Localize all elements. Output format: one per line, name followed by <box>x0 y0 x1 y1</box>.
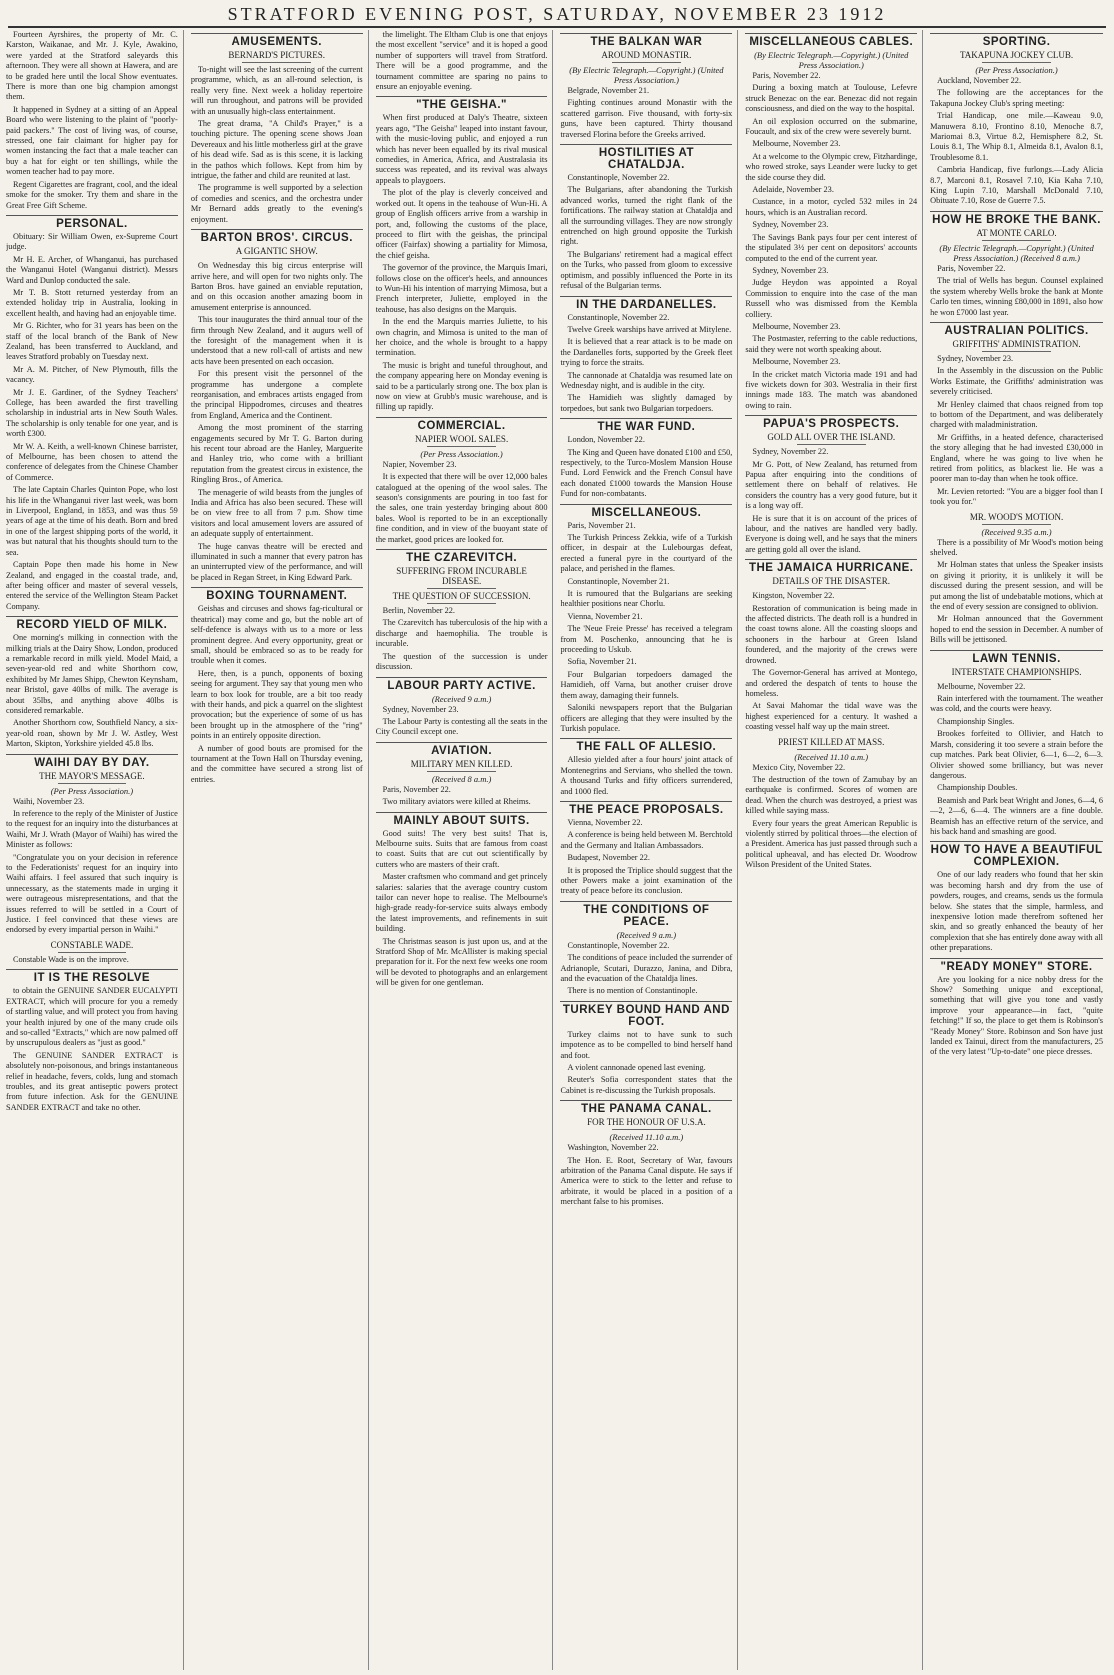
article-paragraph: Constantinople, November 22. <box>567 173 670 183</box>
article-headline: PAPUA'S PROSPECTS. <box>745 415 917 430</box>
article <box>930 322 1103 508</box>
article-paragraph: The Savings Bank pays four per cent interest of the stipulated 3½ per cent on depositors' accounts computed to the end of the current year. <box>745 232 918 263</box>
article <box>6 940 178 965</box>
article-paragraph: The King and Queen have donated £100 and £50, respectively, to the Turco-Moslem Mansion House Fund. Lord Fenwick and the French Consul have each donated £1000 towards the Mansion House Fund for non-combatants. <box>560 447 733 499</box>
article-paragraph: Championship Singles. <box>937 716 1015 726</box>
article-paragraph: Here, then, is a punch, opponents of boxing seeing for argument. They say that young men who learn to box look for trouble, are a bit too ready with their hands, and pick a quarrel on the slightest provocation; but the experience of some of us has been brought up in the atmosphere of the "ring" points in an entirely opposite direction. <box>190 668 363 741</box>
article-headline: MISCELLANEOUS CABLES. <box>745 33 917 48</box>
article-paragraph: A violent cannonade opened last evening. <box>567 1063 706 1073</box>
article <box>745 737 917 871</box>
article-paragraph: Another Shorthorn cow, Southfield Nancy, a six-year-old roan, shown by Mr J. W. Astley, West Marton, Skipton, Yorkshire yielded 45.8 lbs. <box>6 718 178 749</box>
article-paragraph: Sydney, November 23. <box>382 704 459 714</box>
article-paragraph: Mr A. M. Pitcher, of New Plymouth, fills the vacancy. <box>6 364 178 385</box>
article-paragraph: The Turkish Princess Zekkia, wife of a Turkish officer, in despair at the Lulebourgas defeat, erected a funeral pyre in the courtyard of the palace, and perished in the flames. <box>560 533 733 574</box>
article-paragraph: Among the most prominent of the starring engagements secured by Mr T. G. Barton during his recent tour abroad are the Hanley, Marguerite and Hanley trio, who come with a brilliant reputation from the greatest circus in existence, the Ringling Bros., of America. <box>190 423 363 485</box>
article-paragraph: In reference to the reply of the Minister of Justice to the request for an inquiry into the disturbances at Waihi, Mr J. Wrath (Mayor of Waihi) has wired the Minister as follows: <box>6 809 178 850</box>
article <box>930 650 1103 838</box>
article-paragraph: Mexico City, November 22. <box>752 762 846 772</box>
article-paragraph: Mr G. Pott, of New Zealand, has returned from Papua after enquiring into the conditions of settlement there on behalf of relatives. He considers the country has a very good future, but it is a long way off. <box>745 459 918 511</box>
divider-rule <box>612 62 681 63</box>
divider-rule <box>242 258 311 259</box>
article-paragraph: Vienna, November 22. <box>567 817 643 827</box>
article-paragraph: There is a possibility of Mr Wood's motion being shelved. <box>930 537 1103 557</box>
article <box>930 512 1103 646</box>
article-paragraph: Sydney, November 23. <box>752 265 829 275</box>
article <box>191 587 363 785</box>
article <box>6 215 178 612</box>
article-subheading: A GIGANTIC SHOW. <box>235 246 318 257</box>
article <box>560 901 732 997</box>
article-headline: THE PANAMA CANAL. <box>560 1100 732 1115</box>
article-paragraph: In the cricket match Victoria made 191 and had five wickets down for 303. Westralia in their first innings made 183. The match was abandoned owing to rain. <box>745 369 918 410</box>
article-subheading: GOLD ALL OVER THE ISLAND. <box>767 432 896 443</box>
article-paragraph: Auckland, November 22. <box>937 76 1022 85</box>
divider-rule <box>58 783 127 784</box>
article-paragraph: Good suits! The very best suits! That is, Melbourne suits. Suits that are famous from coast to coast. Suits that are cut out scientifically by cutters who are masters of their craft. <box>375 828 548 869</box>
article-subheading: NAPIER WOOL SALES. <box>414 433 509 444</box>
article-subheading: THE MAYOR'S MESSAGE. <box>39 770 145 781</box>
column-2 <box>191 30 369 1670</box>
article-byline: (Per Press Association.) <box>420 448 503 459</box>
article-paragraph: Beamish and Park beat Wright and Jones, 6—4, 6—2, 2—6, 6—4. The winners are a fine double. Beamish has an effective return of the service, and his back hand and smashing are good. <box>930 795 1103 836</box>
article-headline: LAWN TENNIS. <box>930 650 1103 665</box>
divider-rule <box>427 588 496 589</box>
article-paragraph: Twelve Greek warships have arrived at Mitylene. <box>567 324 732 334</box>
article-paragraph: Judge Heydon was appointed a Royal Commission to enquire into the case of the man Russell who was dismissed from the Kembla colliery. <box>745 278 918 319</box>
article-paragraph: Mr H. E. Archer, of Whanganui, has purchased the Wanganui Hotel (Wanganui district). Messrs Ward and Dunlop conducted the sale. <box>6 254 178 285</box>
article-paragraph: Regent Cigarettes are fragrant, cool, and the ideal smoke for the smoker. Try them and share in the Great Free Gift Scheme. <box>6 179 178 210</box>
article-paragraph: It is rumoured that the Bulgarians are seeking healthier positions near Chorlu. <box>560 589 733 609</box>
article-paragraph: Sydney, November 22. <box>752 447 829 457</box>
article <box>560 801 732 897</box>
article-subheading: TAKAPUNA JOCKEY CLUB. <box>959 50 1074 60</box>
article-headline: THE BALKAN WAR <box>560 33 732 48</box>
article <box>376 742 548 808</box>
article-paragraph: Fourteen Ayrshires, the property of Mr. C. Karston, Waikanae, and Mr. J. Kyle, Awakino, were yarded at the Stratford saleyards this afternoon. They were all shown at Hawera, and are to be graded here until the local Show eventuates. There is more than one big champion amongst them. <box>6 30 178 102</box>
article-paragraph: Captain Pope then made his home in New Zealand, and engaged in the coastal trade, and, after being officer and master of several vessels, entered the service of the Wellington Steam Packet Company. <box>6 560 178 611</box>
article-paragraph: The Bulgarians, after abandoning the Turkish advanced works, turned the right flank of the fortifications. The railway station at Chataldja and all the surrounding villages. They are now strongly entrenched on high ground opposite the Turkish right. <box>560 185 733 247</box>
article-paragraph: Paris, November 22. <box>382 784 451 794</box>
article-paragraph: At Savai Mahomar the tidal wave was the highest experienced for a century. It washed a coasting vessel half way up the main street. <box>745 701 918 732</box>
article-subheading: AT MONTE CARLO. <box>976 227 1057 238</box>
article-paragraph: Geishas and circuses and shows fag-ricultural or theatrical) may come and go, but the noble art of self-defence is always with us to a more or less prominent degree. And every opportunity, great or small, should be embraced so as to be ready for trouble when it comes. <box>190 604 363 666</box>
article-paragraph: Custance, in a motor, cycled 532 miles in 24 hours, which is an Australian record. <box>745 197 918 217</box>
article-paragraph: It is believed that a rear attack is to be made on the Dardanelles forts, supported by the Greek fleet trying to force the straits. <box>560 337 733 368</box>
article-headline: THE CONDITIONS OF PEACE. <box>560 901 732 928</box>
article-headline: SPORTING. <box>930 33 1103 48</box>
divider-rule <box>58 952 127 953</box>
article-paragraph: The plot of the play is cleverly conceived and worked out. It opens in the teahouse of Wun-Hi. A group of English officers arrive from a warship in port, and, following the customs of the place, proceed to flirt with the geishas, the principal officer (Fairfax) showing a partiality for Mimosa, the chief geisha. <box>375 188 548 260</box>
article-paragraph: Reuter's Sofia correspondent states that the Cabinet is re-discussing the Turkish proposals. <box>560 1075 733 1095</box>
article-paragraph: Mr G. Richter, who for 31 years has been on the staff of the local branch of the Bank of New Zealand, has been transferred to Auckland, and leaves Stratford probably on Tuesday next. <box>6 321 178 362</box>
article-paragraph: Melbourne, November 23. <box>752 139 841 149</box>
article <box>560 738 732 797</box>
article-subheading: PRIEST KILLED AT MASS. <box>778 736 885 747</box>
article-paragraph: Master craftsmen who command and get princely salaries: salaries that the average country custom tailor can never hope to realise. The Melbourne's high-grade ready-for-service suits always embody the latest improvements, and refinements in suit building. <box>375 872 548 934</box>
article-paragraph: Melbourne, November 23. <box>752 321 841 331</box>
article-paragraph: The GENUINE SANDER EXTRACT is absolutely non-poisonous, and brings instantaneous relief in headache, fevers, colds, lung and stomach troubles, and its great antiseptic powers protect from future infection. Ask for the GENUINE SANDER EXTRACT and take no other. <box>6 1050 178 1112</box>
article-byline: (Per Press Association.) <box>50 785 134 796</box>
article-paragraph: Budapest, November 22. <box>567 853 650 863</box>
article-headline: THE PEACE PROPOSALS. <box>560 801 732 816</box>
article-paragraph: The late Captain Charles Quinton Pope, who lost his life in the Whanganui river last week, was born in Liverpool, England, in 1853, and was thus 59 years of age at the time of his death. Born and bred in one of the largest shipping ports of the world, it was but natural that his thoughts should turn to the sea. <box>6 485 178 557</box>
article-paragraph: It is expected that there will be over 12,000 bales catalogued at the opening of the wool sales. The season's consignments are pouring in too fast for the sales, one train yesterday bringing about 800 bales. Wool is reported to be in an exceptionally fine condition, and in view of the buoyant state of the market, good prices are looked for. <box>375 472 548 544</box>
article-paragraph: He is sure that it is on account of the prices of labour, and the natives are handled very badly. Everyone is doing well, and he says that the miners are getting gold all over the island. <box>745 513 918 554</box>
article-byline: (Received 11.10 a.m.) <box>794 751 869 762</box>
article <box>745 33 917 411</box>
article-paragraph: Belgrade, November 21. <box>567 86 650 95</box>
divider-rule <box>427 446 496 447</box>
article <box>6 30 178 211</box>
article-paragraph: A conference is being held between M. Berchtold and the Germany and Italian Ambassadors. <box>560 830 733 850</box>
article-headline: LABOUR PARTY ACTIVE. <box>376 677 548 692</box>
article-headline: THE WAR FUND. <box>560 418 732 433</box>
article-paragraph: Mr. Levien retorted: "You are a bigger fool than I took you for." <box>930 486 1103 507</box>
article-headline: "THE GEISHA." <box>376 96 548 111</box>
article-paragraph: Allesio yielded after a four hours' joint attack of Montenegrins and Servians, who shelled the town. A thousand Turks and fifty officers surrendered, and 1000 fled. <box>560 755 733 796</box>
article-headline: HOSTILITIES AT CHATALDJA. <box>560 144 732 171</box>
article-paragraph: Mr Holman announced that the Government hoped to end the session in December. A number of Bills will be jettisoned. <box>930 614 1103 645</box>
article-headline: THE JAMAICA HURRICANE. <box>745 559 917 574</box>
article-headline: RECORD YIELD OF MILK. <box>6 616 178 631</box>
article <box>560 1100 732 1207</box>
article-subheading: SUFFERING FROM INCURABLE DISEASE. <box>396 566 527 587</box>
article-paragraph: Waihi, November 23. <box>13 796 85 806</box>
article-paragraph: Trial Handicap, one mile.—Kaweau 9.0, Manuwera 8.10, Frontino 8.10, Menoche 8.7, Mariomai 8.3, Virtue 8.2, Hemisphere 8.2, St. Louis 8.1, The Whip 8.1, Almeida 8.1, Avalon 8.1, Troublesome 8.1. <box>930 111 1103 162</box>
article-byline: (By Electric Telegraph.—Copyright.) (United Press Association.) <box>569 65 724 85</box>
article-subheading: INTERSTATE CHAMPIONSHIPS. <box>951 666 1082 677</box>
article-paragraph: Constantinople, November 22. <box>567 940 670 950</box>
article-subheading: FOR THE HONOUR OF U.S.A. <box>587 1117 706 1128</box>
article-headline: THE FALL OF ALLESIO. <box>560 738 732 753</box>
column-3 <box>376 30 554 1670</box>
article-paragraph: The governor of the province, the Marquis Imari, follows close on the officer's heels, and announces to Wun-Hi his intention of marrying Mimosa, but a French interpreter, Juliette, employed in the teahouse, has also designs on the Marquis. <box>375 263 548 314</box>
article-headline: MISCELLANEOUS. <box>560 504 732 519</box>
article-paragraph: The Postmaster, referring to the cable reductions, said they were not worth speaking about. <box>745 334 918 354</box>
article-byline: (Received 9.35 a.m.) <box>981 526 1052 537</box>
article-paragraph: The question of the succession is under discussion. <box>375 651 548 672</box>
article-paragraph: The great drama, "A Child's Prayer," is a touching picture. The opening scene shows Joan Devereaux and his little motherless girl at the grave of his dead wife. Sad as is this scene, it is lacking in the pathos which follows. Kept from him by intrigue, the father and child are reunited at last. <box>190 119 363 181</box>
article <box>6 616 178 749</box>
article-paragraph: This tour inaugurates the third annual tour of the firm through New Zealand, and it augurs well of the foresight of the management when it is understood that a new roll-call of artists and new acts have been presented on each occasion. <box>190 315 363 366</box>
article-paragraph: Fighting continues around Monastir with the scattered garrison. Five thousand, with forty-six guns, have been captured. Thirty thousand traversed Florina before the Greeks arrived. <box>560 98 733 139</box>
article-headline: HOW TO HAVE A BEAUTIFUL COMPLEXION. <box>930 841 1103 868</box>
article-subheading: MILITARY MEN KILLED. <box>410 758 513 769</box>
article-headline: MAINLY ABOUT SUITS. <box>376 812 548 827</box>
article <box>376 30 548 92</box>
article-paragraph: On Wednesday this big circus enterprise will arrive here, and will open for two nights only. The Barton Bros. have gained an enviable reputation, and on this occasion another amazing boom in amusement enterprise is announced. <box>190 261 363 312</box>
article-byline: (By Electric Telegraph.—Copyright.) (United Press Association.) <box>754 50 909 70</box>
article-paragraph: Napier, November 23. <box>382 459 457 469</box>
article <box>745 559 917 732</box>
article-paragraph: The 'Neue Freie Presse' has received a telegram from M. Poschenko, announcing that he is proceeding to Uskub. <box>560 624 733 655</box>
article-subheading: BERNARD'S PICTURES. <box>228 50 326 60</box>
article-paragraph: Melbourne, November 22. <box>937 681 1026 691</box>
article-headline: AVIATION. <box>376 742 548 757</box>
article-paragraph: The Christmas season is just upon us, and at the Stratford Shop of Mr. McAllister is making special preparation for it. For the next few weeks one room will be devoted to photographs and an enlargement will be given for one gentleman. <box>375 936 548 988</box>
article-paragraph: Sydney, November 23. <box>937 353 1014 363</box>
article-paragraph: The conditions of peace included the surrender of Adrianople, Scutari, Durazzo, Janina, and Dibra, and the evacuation of the Chataldja lines. <box>560 953 733 983</box>
article <box>560 33 732 140</box>
divider-rule <box>427 603 496 604</box>
article-paragraph: The cannonade at Chataldja was resumed late on Wednesday night, and is audible in the city. <box>560 370 733 390</box>
article-paragraph: There is no mention of Constantinople. <box>567 986 698 996</box>
article-byline: (Received 9 a.m.) <box>431 693 492 704</box>
article-byline: (By Electric Telegraph.—Copyright.) (United Press Association.) (Received 8 a.m.) <box>939 242 1094 263</box>
article <box>6 754 178 936</box>
article-subheading: MR. WOOD'S MOTION. <box>969 511 1064 522</box>
article-paragraph: The Hamidieh was slightly damaged by torpedoes, but sank two Bulgarian torpedoers. <box>560 393 733 413</box>
divider-rule <box>982 524 1051 525</box>
article-headline: COMMERCIAL. <box>376 417 548 432</box>
article-paragraph: To-night will see the last screening of the current programme, which, as an all-round selection, is really very fine. Next week a holiday repertoire will run throughout, and patrons will be provided with an unusually high-class entertainment. <box>190 65 363 116</box>
article-headline: WAIHI DAY BY DAY. <box>6 754 178 769</box>
article-paragraph: It happened in Sydney at a sitting of an Appeal Board who were listening to the plaint of "poorly-paid packers." The cost of living was, of course, stressed, one fair claimant for higher pay for women instancing the fact that a male teacher can buy a hat for eight or ten shillings, while the women teacher had to pay more. <box>6 104 178 177</box>
article-paragraph: For this present visit the personnel of the programme has undergone a complete reorganisation, and embraces artists engaged from the principal Hippodromes, circuses and theatres from England, America and the Continent. <box>190 369 363 420</box>
article-headline: HOW HE BROKE THE BANK. <box>930 211 1103 226</box>
article-paragraph: Washington, November 22. <box>567 1143 659 1153</box>
article <box>930 841 1103 953</box>
article-paragraph: Constantinople, November 21. <box>567 576 670 586</box>
article-paragraph: Are you looking for a nice nobby dress for the Show? Something unique and exceptional, something that will give you tone and vastly improve your appearance—in fact, "quite fetching!" If so, the place to get them is Robinson's "Ready Money" Store. Robinson and Son have just landed ex Tainui, direct from the manufacturers, 25 of the very latest "Up-to-date" one piece dresses. <box>930 974 1103 1057</box>
article-paragraph: Sofia, November 21. <box>567 657 637 667</box>
article-paragraph: Championship Doubles. <box>937 783 1018 793</box>
article-paragraph: Mr Henley claimed that chaos reigned from top to bottom of the Department, and was deliberately charged with maladministration. <box>930 399 1103 430</box>
column-5 <box>745 30 923 1670</box>
article-paragraph: Rain interfered with the tournament. The weather was cold, and the courts were heavy. <box>930 694 1103 714</box>
article-paragraph: The following are the acceptances for the Takapuna Jockey Club's spring meeting: <box>930 88 1103 108</box>
article-paragraph: London, November 22. <box>567 435 645 445</box>
article-headline: PERSONAL. <box>6 215 178 230</box>
article-paragraph: One of our lady readers who found that her skin was becoming harsh and dry from the use of powders, rouges, and creams, sends us the formula below. She states that the simple, harmless, and inexpensive lotion made therefrom softened her skin, and so greatly enhanced the beauty of her complexion that she has entirely done away with all other preparations. <box>930 870 1103 953</box>
divider-rule <box>797 749 866 750</box>
article-paragraph: Mr W. A. Keith, a well-known Chinese barrister, of Melbourne, has been chosen to attend the conference of delegates from the Chinese Chamber of Commerce. <box>6 441 178 482</box>
article <box>191 33 363 225</box>
article-paragraph: The music is bright and tuneful throughout, and the company appearing here on Monday evening is said to be a particularly strong one. The box plan is now on view at Grubb's music warehouse, and is filling up rapidly. <box>375 360 548 412</box>
article-paragraph: It is proposed the Triplice should suggest that the other Powers make a joint examination of the treaty of peace before its conclusion. <box>560 865 733 896</box>
divider-rule <box>797 588 866 589</box>
article <box>191 229 363 583</box>
article-paragraph: Two military aviators were killed at Rheims. <box>382 797 531 807</box>
article-paragraph: to obtain the GENUINE SANDER EUCALYPTI EXTRACT, which will procure for you a remedy of startling value, and will protect you from having your health injured by one of the many crude oils and so-called "Extracts," which are now palmed off by unscrupulous dealers as "just as good." <box>6 986 178 1048</box>
article-paragraph: Constantinople, November 22. <box>567 312 670 322</box>
article-paragraph: During a boxing match at Toulouse, Lefevre struck Benezac on the ear. Benezac did not regain consciousness, and died on the way to the hospital. <box>745 83 918 114</box>
article-paragraph: Paris, November 22. <box>937 263 1006 273</box>
article-paragraph: When first produced at Daly's Theatre, sixteen years ago, "The Geisha" leaped into instant favour, with the music-loving public, and enjoyed a run which has never been equalled by its rival musical comedies, in America, Africa, and Australasia its success was repeated, and its revival was always appeals to playgoers. <box>375 113 548 185</box>
article-paragraph: Mr Griffiths, in a heated defence, characterised the story alleging that he had invested £30,000 in England, where he was going to live when he retired from politics, as blackest lie. He was a poorer man to-day than when he took office. <box>930 432 1103 484</box>
article-headline: AMUSEMENTS. <box>191 33 363 48</box>
article-paragraph: Adelaide, November 23. <box>752 185 834 195</box>
article-paragraph: One morning's milking in connection with the milking trials at the Dairy Show, London, produced a remarkable record in milk yield. Model Maid, a seven-year-old red and white Shorthorn cow, exhibited by Mr James Shipp, Chewton Keynsham, near Bristol, gave 40lbs of milk. The average is about 35lbs, and anything above 40lbs is considered remarkable. <box>6 633 178 715</box>
article-paragraph: Saloniki newspapers report that the Bulgarian officers are alleging that they were insulted by the Turkish populace. <box>560 703 733 733</box>
article-paragraph: Mr T. B. Stott returned yesterday from an extended holiday trip in Australia, looking in excellent health, and having had an enjoyable time. <box>6 287 178 318</box>
article-paragraph: Vienna, November 21. <box>567 611 643 621</box>
article-paragraph: The Czarevitch has tuberculosis of the hip with a discharge and haemophilia. The trouble is incurable. <box>375 618 548 649</box>
divider-rule <box>982 62 1051 63</box>
article <box>560 296 732 415</box>
article-subheading: AROUND MONASTIR. <box>601 50 692 60</box>
article-paragraph: Obituary: Sir William Owen, ex-Supreme Court judge. <box>6 231 178 252</box>
article-paragraph: Mr Holman states that unless the Speaker insists on giving it priority, it is unlikely it will be discussed during the present session, and will be put among the list of undebatable motions, which at the end of every session are consigned to oblivion. <box>930 560 1103 612</box>
article-paragraph: Kingston, November 22. <box>752 591 835 601</box>
article-subheading: THE QUESTION OF SUCCESSION. <box>392 591 531 602</box>
column-4 <box>560 30 738 1670</box>
divider-rule <box>427 771 496 772</box>
article-paragraph: Cambria Handicap, five furlongs.—Lady Alicia 8.7, Marconi 8.1, Rosavel 7.10, Kia Kaha 7.10, King Lupin 7.10, Marshall McDonald 7.10, Obituate 7.10, Rose de Guerre 7.5. <box>930 165 1103 206</box>
divider-rule <box>982 351 1051 352</box>
article-paragraph: The trial of Wells has begun. Counsel explained the system whereby Wells broke the bank at Monte Carlo ten times, winning £80,000 in 1891, also how he won £7000 last year. <box>930 276 1103 317</box>
divider-rule <box>612 1129 681 1130</box>
article-paragraph: A number of good bouts are promised for the tournament at the Town Hall on Thursday evening, and the committee have secured a strong list of entries. <box>190 743 363 784</box>
article <box>6 969 178 1113</box>
article-paragraph: The Bulgarians' retirement had a magical effect on the Turks, who passed from gloom to excessive optimism, and possibly influenced the Porte in its refusal of the Bulgarian terms. <box>560 249 733 291</box>
divider-rule <box>982 240 1051 241</box>
article-paragraph: Constable Wade is on the improve. <box>13 954 129 964</box>
article-paragraph: At a welcome to the Olympic crew, Fitzhardinge, who rowed stroke, says Leander were lucky to get the side course they did. <box>745 151 918 182</box>
article-byline: (Received 8 a.m.) <box>431 773 492 784</box>
article <box>560 418 732 499</box>
divider-rule <box>242 62 311 63</box>
article-headline: BARTON BROS'. CIRCUS. <box>191 229 363 244</box>
article-headline: AUSTRALIAN POLITICS. <box>930 322 1103 337</box>
article <box>376 677 548 738</box>
article-paragraph: Restoration of communication is being made in the affected districts. The death roll is a hundred in the coast towns alone. All the coasting sloops and schooners in the harbour at Green Island foundered, and the majority of the crews were drowned. <box>745 603 918 665</box>
article <box>376 812 548 989</box>
article <box>376 96 548 412</box>
article-paragraph: the limelight. The Eltham Club is one that enjoys the most excellent "service" and it is hoped a good number of supporters will travel from Stratford. There will be a good programme, and the tournament committee are sparing no pains to ensure an enjoyable evening. <box>375 30 548 92</box>
article-byline: (Received 9 a.m.) <box>616 929 677 940</box>
article-paragraph: Paris, November 22. <box>752 71 821 80</box>
article-paragraph: The huge canvas theatre will be erected and illuminated in such a manner that every patron has an uninterrupted view of the performance, and will be placed in Regan Street, in King Edward Park. <box>190 541 363 582</box>
article-paragraph: "Congratulate you on your decision in reference to the Federationists' request for an inquiry into Waihi affairs. I feel assured that such inquiry is unnecessary, as the statements made in urging it were outrageous misrepresentations, and that the issues referred to will be settled in a Court of Justice. I feel convinced that these views are endorsed by every impartial person in Waihi." <box>6 852 178 935</box>
article-paragraph: The Labour Party is contesting all the seats in the City Council except one. <box>375 716 548 737</box>
article-headline: IT IS THE RESOLVE <box>6 969 178 984</box>
article-headline: TURKEY BOUND HAND AND FOOT. <box>560 1001 732 1028</box>
article <box>930 211 1103 318</box>
article-byline: (Received 11.10 a.m.) <box>609 1132 684 1143</box>
article-paragraph: An oil explosion occurred on the submarine, Foucault, and six of the crew were severely burnt. <box>745 116 918 137</box>
article-paragraph: Mr J. E. Gardiner, of the Sydney Teachers' College, has been awarded the first travelling scholarship in industrial arts in New South Wales. The scholarship is only tenable for one year, and is worth £300. <box>6 387 178 439</box>
article-paragraph: The menagerie of wild beasts from the jungles of India and Africa has also been secured. These will be on view free to all from 7 p.m. Show time visitors and local amusement lovers are assured of an adequate supply of entertainment. <box>190 487 363 539</box>
article-subheading: DETAILS OF THE DISASTER. <box>772 576 891 587</box>
article-subheading: GRIFFITHS' ADMINISTRATION. <box>952 338 1081 349</box>
article-paragraph: The Hon. E. Root, Secretary of War, favours arbitration of the Panama Canal dispute. He says if America were to stick to the letter and refuse to arbitrate, it would be placed in a position of a merchant false to his promises. <box>560 1155 733 1207</box>
article-paragraph: Berlin, November 22. <box>382 606 456 616</box>
divider-rule <box>797 444 866 445</box>
article <box>376 549 548 672</box>
article-paragraph: Every four years the great American Republic is violently stirred by political throes—the election of a President. America has just passed through such a political upheaval, and has elected Dr. Woodrow Wilson President of the United States. <box>745 818 918 870</box>
article-paragraph: Four Bulgarian torpedoers damaged the Hamidieh, off Varna, but another cruiser drove them away, damaging their funnels. <box>560 669 733 700</box>
article <box>930 958 1103 1058</box>
article <box>376 417 548 545</box>
article-paragraph: Brookes forfeited to Ollivier, and Hatch to Marsh, considering it too severe a strain before the cup matches. Park beat Olivier, 6—1, 6—2, 6—3. Olivier showed some brilliancy, but was never dangerous. <box>930 729 1103 780</box>
article-paragraph: The programme is well supported by a selection of comedies and scenics, and the orchestra under Mr Bernard adds greatly to the evening's enjoyment. <box>190 183 363 224</box>
article-paragraph: Turkey claims not to have sunk to such impotence as to be compelled to bind herself hand and foot. <box>560 1029 733 1060</box>
article-headline: THE CZAREVITCH. <box>376 549 548 564</box>
article-paragraph: In the Assembly in the discussion on the Public Works Estimate, the Griffiths' administration was severely criticised. <box>930 366 1103 397</box>
divider-rule <box>982 679 1051 680</box>
article-paragraph: Melbourne, November 23. <box>752 357 841 367</box>
article-paragraph: In the end the Marquis marries Juliette, to his own chagrin, and Mimosa is united to the man of her choice, and the whole is brought to a happy termination. <box>375 317 548 358</box>
article-subheading: CONSTABLE WADE. <box>50 939 134 950</box>
column-1 <box>6 30 184 1670</box>
columns-container <box>6 30 1108 1670</box>
masthead: STRATFORD EVENING POST, SATURDAY, NOVEMBER 23 1912 <box>8 2 1106 28</box>
article <box>745 415 917 555</box>
article-paragraph: The destruction of the town of Zamubay by an earthquake is confirmed. Scores of women are dead. When the church was destroyed, a priest was killed while saying mass. <box>745 774 918 816</box>
article-paragraph: Paris, November 21. <box>567 520 636 530</box>
article-headline: BOXING TOURNAMENT. <box>191 587 363 602</box>
article <box>560 504 732 735</box>
article-paragraph: The Governor-General has arrived at Montego, and ordered the despatch of tents to house the homeless. <box>745 668 918 698</box>
article <box>930 33 1103 207</box>
article-byline: (Per Press Association.) <box>975 65 1058 75</box>
column-6 <box>930 30 1108 1670</box>
article-headline: "READY MONEY" STORE. <box>930 958 1103 973</box>
article <box>560 1001 732 1096</box>
article-headline: IN THE DARDANELLES. <box>560 296 732 311</box>
article-paragraph: Sydney, November 23. <box>752 220 829 230</box>
article <box>560 144 732 291</box>
